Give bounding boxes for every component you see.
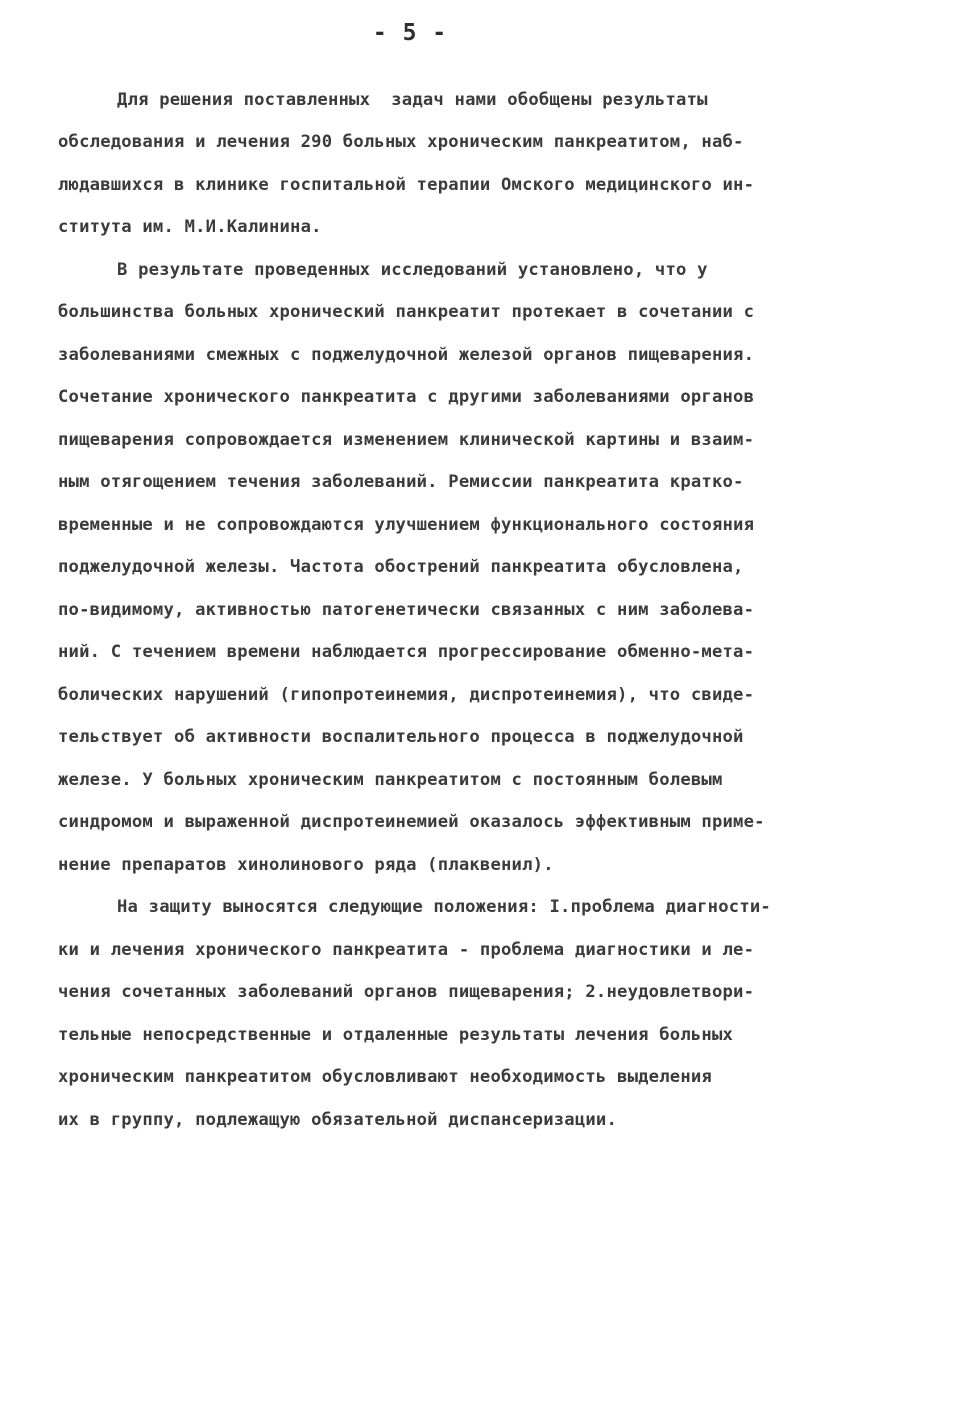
paragraph-line: ным отягощением течения заболеваний. Ремиссии панкреатита кратко- [58, 472, 744, 492]
paragraph-line: тельствует об активности воспалительного процесса в поджелудочной [58, 727, 744, 747]
paragraph-line: пищеварения сопровождается изменением клинической картины и взаим- [58, 430, 755, 450]
paragraph-line: тельные непосредственные и отдаленные результаты лечения больных [58, 1025, 734, 1045]
paragraph-line: обследования и лечения 290 больных хроническим панкреатитом, наб- [58, 132, 744, 152]
paragraph-line: На защиту выносятся следующие положения: I.проблема диагности- [117, 897, 771, 917]
paragraph-line: чения сочетанных заболеваний органов пищеварения; 2.неудовлетвори- [58, 982, 755, 1002]
paragraph-line: по-видимому, активностью патогенетически связанных с ним заболева- [58, 600, 755, 620]
paragraph-line: поджелудочной железы. Частота обострений панкреатита обусловлена, [58, 557, 744, 577]
paragraph-line: ститута им. М.И.Калинина. [58, 217, 322, 237]
paragraph-line: временные и не сопровождаются улучшением функционального состояния [58, 515, 755, 535]
paragraph-line: ки и лечения хронического панкреатита - проблема диагностики и ле- [58, 940, 755, 960]
paragraph-line: железе. У больных хроническим панкреатитом с постоянным болевым [58, 770, 723, 790]
page-number: - 5 - [372, 20, 448, 46]
paragraph-line: большинства больных хронический панкреатит протекает в сочетании с [58, 302, 755, 322]
paragraph-line: хроническим панкреатитом обусловливают необходимость выделения [58, 1067, 712, 1087]
paragraph-line: болических нарушений (гипопротеинемия, диспротеинемия), что свиде- [58, 685, 755, 705]
paragraph-line: Для решения поставленных задач нами обобщены результаты [117, 90, 708, 110]
paragraph-line: людавшихся в клинике госпитальной терапии Омского медицинского ин- [58, 175, 755, 195]
paragraph-line: их в группу, подлежащую обязательной диспансеризации. [58, 1110, 618, 1130]
paragraph-line: Сочетание хронического панкреатита с другими заболеваниями органов [58, 387, 755, 407]
paragraph-line: заболеваниями смежных с поджелудочной железой органов пищеварения. [58, 345, 755, 365]
paragraph-line: нение препаратов хинолинового ряда (плаквенил). [58, 855, 554, 875]
paragraph-line: ний. С течением времени наблюдается прогрессирование обменно-мета- [58, 642, 755, 662]
paragraph-line: В результате проведенных исследований установлено, что у [117, 260, 708, 280]
paragraph-line: синдромом и выраженной диспротеинемией оказалось эффективным приме- [58, 812, 765, 832]
